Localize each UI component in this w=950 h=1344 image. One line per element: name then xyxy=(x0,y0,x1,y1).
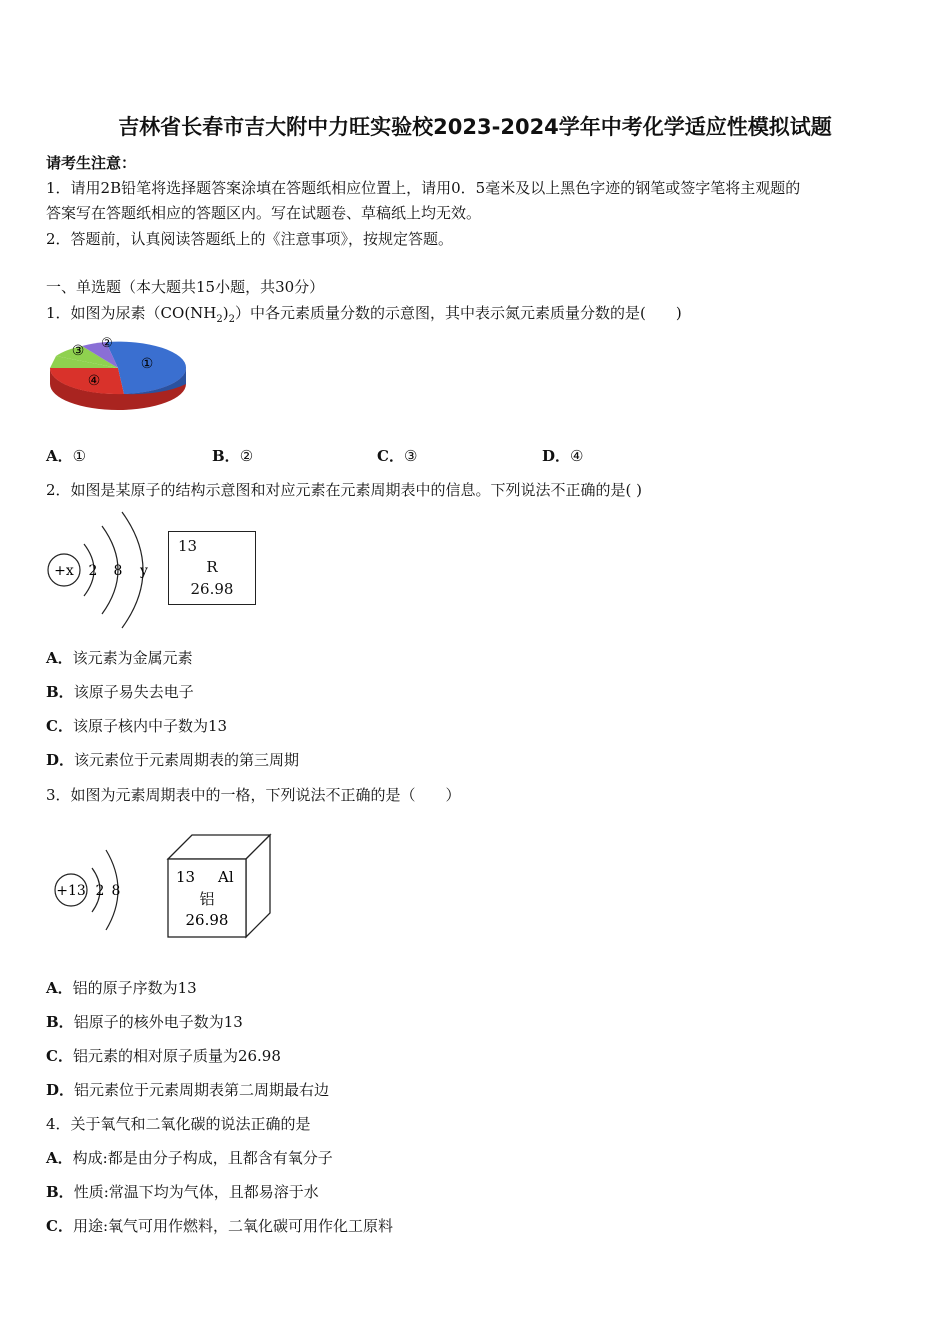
q1-option-c[interactable]: C．③ xyxy=(377,447,418,465)
q2-cell-symbol: R xyxy=(206,558,218,576)
q1-stem-mid: ) xyxy=(222,304,229,322)
q1-pie-chart xyxy=(46,328,191,416)
q2-atom-diagram xyxy=(44,508,164,630)
pie-label-3: ③ xyxy=(71,343,85,359)
q3-option-d[interactable]: D．铝元素位于元素周期表第二周期最右边 xyxy=(46,1081,330,1099)
q2-option-a[interactable]: A．该元素为金属元素 xyxy=(46,649,193,667)
q1-stem-pre: 1．如图为尿素（CO(NH xyxy=(46,304,217,322)
q4-option-a[interactable]: A．构成:都是由分子构成，且都含有氧分子 xyxy=(46,1149,333,1167)
q3-cell-number: 13 xyxy=(176,868,196,886)
q2-shell-label-1: 2 xyxy=(88,563,98,579)
q2-cell-number: 13 xyxy=(178,537,198,555)
pie-label-1: ① xyxy=(140,356,154,372)
q3-shell-label-2: 8 xyxy=(111,883,121,899)
q3-cell-mass: 26.98 xyxy=(185,911,229,929)
page-title: 吉林省长春市吉大附中力旺实验校2023-2024学年中考化学适应性模拟试题 xyxy=(118,115,832,139)
q3-option-b[interactable]: B．铝原子的核外电子数为13 xyxy=(46,1013,243,1031)
notice-item1-line2: 答案写在答题纸相应的答题区内。写在试题卷、草稿纸上均无效。 xyxy=(46,204,482,222)
q3-nucleus-label: +13 xyxy=(56,883,86,899)
q3-element-cube xyxy=(166,833,274,939)
pie-label-2: ② xyxy=(101,336,113,351)
q3-cell-name: 铝 xyxy=(199,890,215,908)
q1-stem-sub2: 2 xyxy=(228,314,235,325)
q4-stem: 4．关于氧气和二氧化碳的说法正确的是 xyxy=(46,1115,311,1133)
section-heading: 一、单选题（本大题共15小题，共30分） xyxy=(46,278,325,296)
q2-shell-label-2: 8 xyxy=(113,563,123,579)
q2-nucleus-label: +x xyxy=(54,563,74,579)
q3-option-c[interactable]: C．铝元素的相对原子质量为26.98 xyxy=(46,1047,281,1065)
q3-stem: 3．如图为元素周期表中的一格，下列说法不正确的是（ ） xyxy=(46,786,461,804)
q2-cell-mass: 26.98 xyxy=(190,580,234,598)
q1-stem-post: ）中各元素质量分数的示意图，其中表示氮元素质量分数的是( ) xyxy=(235,304,682,322)
q1-option-d[interactable]: D．④ xyxy=(542,447,584,465)
notice-heading: 请考生注意： xyxy=(46,154,137,172)
q4-option-b[interactable]: B．性质:常温下均为气体，且都易溶于水 xyxy=(46,1183,319,1201)
q2-element-cell xyxy=(168,531,256,605)
q3-shell-label-1: 2 xyxy=(95,883,105,899)
notice-item1-line1: 1．请用2B铅笔将选择题答案涂填在答题纸相应位置上，请用0．5毫米及以上黑色字迹的钢笔或签字笔将主观题的 xyxy=(46,179,801,197)
q2-shell-label-3: y xyxy=(140,563,148,579)
q3-atom-diagram xyxy=(50,846,130,934)
q2-option-b[interactable]: B．该原子易失去电子 xyxy=(46,683,194,701)
q2-stem: 2．如图是某原子的结构示意图和对应元素在元素周期表中的信息。下列说法不正确的是( ) xyxy=(46,481,643,499)
q2-option-d[interactable]: D．该元素位于元素周期表的第三周期 xyxy=(46,751,300,769)
q2-option-c[interactable]: C．该原子核内中子数为13 xyxy=(46,717,228,735)
q1-stem-sub1: 2 xyxy=(216,314,223,325)
q3-option-a[interactable]: A．铝的原子序数为13 xyxy=(46,979,197,997)
q1-stem xyxy=(46,302,682,325)
q1-option-b[interactable]: B．② xyxy=(212,447,254,465)
q3-cell-symbol: Al xyxy=(218,868,234,886)
q1-option-a[interactable]: A．① xyxy=(46,447,87,465)
pie-label-4: ④ xyxy=(87,373,101,389)
q4-option-c[interactable]: C．用途:氧气可用作燃料，二氧化碳可用作化工原料 xyxy=(46,1217,394,1235)
notice-item2: 2．答题前，认真阅读答题纸上的《注意事项》，按规定答题。 xyxy=(46,230,454,248)
